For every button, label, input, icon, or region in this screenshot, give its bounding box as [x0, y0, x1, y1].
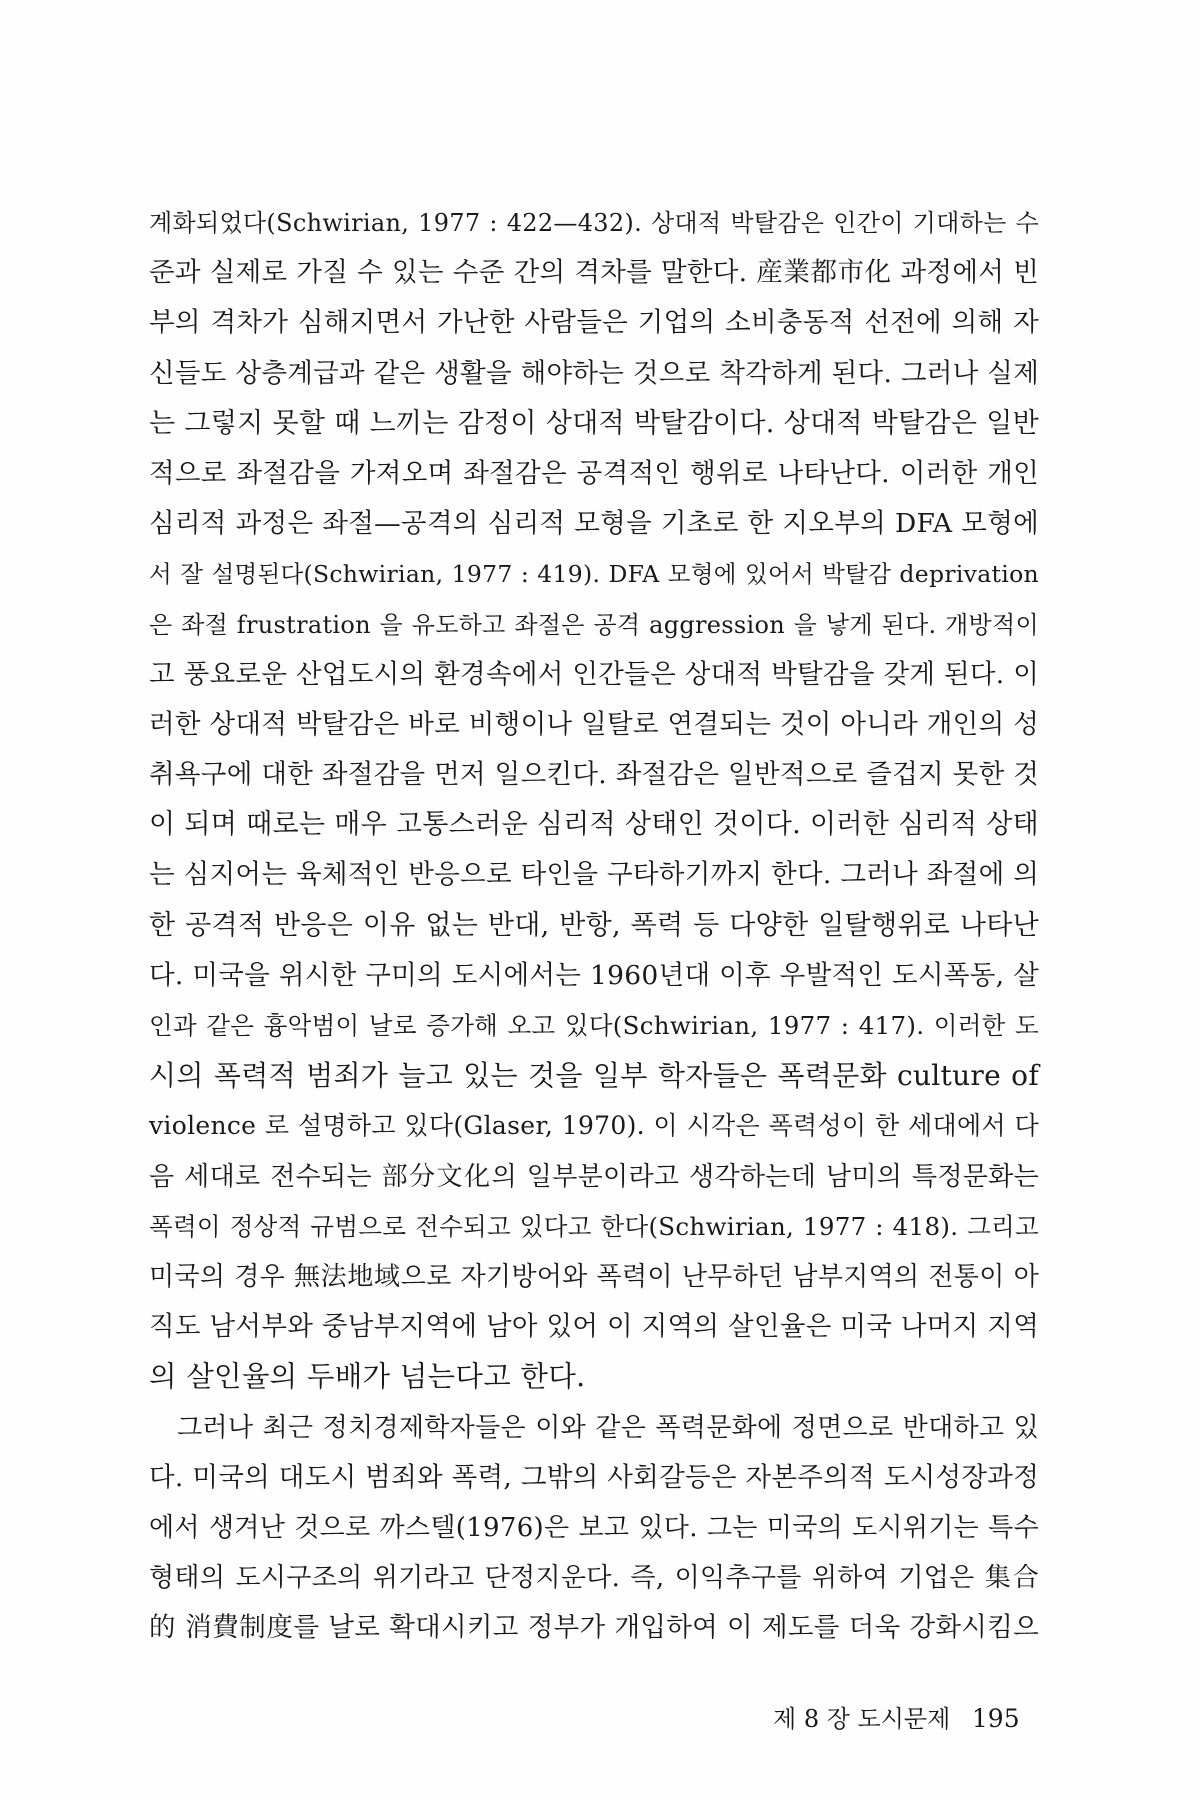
- text-line: 신들도 상층계급과 같은 생활을 해야하는 것으로 착각하게 된다. 그러나 실제: [149, 357, 1040, 389]
- paragraph-end-line: 의 살인율의 두배가 넘는다고 한다.: [149, 1360, 586, 1394]
- text-line: 이 되며 때로는 매우 고통스러운 심리적 상태인 것이다. 이러한 심리적 상태: [149, 809, 1039, 841]
- text-line: 的 消費制度를 날로 확대시키고 정부가 개입하여 이 제도를 더욱 강화시킴으: [149, 1612, 1039, 1644]
- paragraph-start-line: 그러나 최근 정치경제학자들은 이와 같은 폭력문화에 정면으로 반대하고 있: [177, 1412, 1039, 1443]
- text-line: 러한 상대적 박탈감은 바로 비행이나 일탈로 연결되는 것이 아니라 개인의 성: [149, 708, 1040, 740]
- text-line: 심리적 과정은 좌절—공격의 심리적 모형을 기초로 한 지오부의 DFA 모형에: [149, 508, 1039, 540]
- text-line: 다. 미국의 대도시 범죄와 폭력, 그밖의 사회갈등은 자본주의적 도시성장과정: [149, 1461, 1040, 1493]
- page-number: 195: [971, 1704, 1020, 1733]
- text-line: 폭력이 정상적 규범으로 전수되고 있다고 한다(Schwirian, 1977 : 418). 그리고: [149, 1211, 1039, 1241]
- text-line: 음 세대로 전수되는 部分文化의 일부분이라고 생각하는데 남미의 특정문화는: [149, 1161, 1039, 1192]
- text-line: 는 심지어는 육체적인 반응으로 타인을 구타하기까지 한다. 그러나 좌절에 의: [149, 859, 1040, 891]
- text-line: 인과 같은 흉악범이 날로 증가해 오고 있다(Schwirian, 1977 : 417). 이러한 도: [149, 1011, 1039, 1040]
- text-line: 서 잘 설명된다(Schwirian, 1977 : 419). DFA 모형에 있어서 박탈감 deprivation: [149, 560, 1039, 589]
- text-line: 시의 폭력적 범죄가 늘고 있는 것을 일부 학자들은 폭력문화 culture of: [149, 1059, 1039, 1093]
- text-line: 계화되었다(Schwirian, 1977 : 422—432). 상대적 박탈감은 인간이 기대하는 수: [149, 209, 1039, 237]
- text-line: 한 공격적 반응은 이유 없는 반대, 반항, 폭력 등 다양한 일탈행위로 나타난: [149, 909, 1039, 941]
- chapter-title: 제 8 장 도시문제: [773, 1705, 951, 1733]
- text-line: 는 그렇지 못할 때 느끼는 감정이 상대적 박탈감이다. 상대적 박탈감은 일반: [149, 407, 1039, 439]
- text-line: 다. 미국을 위시한 구미의 도시에서는 1960년대 이후 우발적인 도시폭동, 살: [149, 959, 1039, 991]
- text-line: 부의 격차가 심해지면서 가난한 사람들은 기업의 소비충동적 선전에 의해 자: [149, 307, 1039, 339]
- text-line: 적으로 좌절감을 가져오며 좌절감은 공격적인 행위로 나타난다. 이러한 개인: [149, 457, 1039, 489]
- text-line: 미국의 경우 無法地域으로 자기방어와 폭력이 난무하던 남부지역의 전통이 아: [149, 1261, 1039, 1292]
- page-footer: [773, 1699, 1020, 1734]
- text-line: 형태의 도시구조의 위기라고 단정지운다. 즉, 이익추구를 위하여 기업은 集合: [149, 1563, 1039, 1594]
- body-text: [149, 198, 1039, 1653]
- text-line: 준과 실제로 가질 수 있는 수준 간의 격차를 말한다. 産業都市化 과정에서 빈: [149, 257, 1039, 289]
- text-line: 고 풍요로운 산업도시의 환경속에서 인간들은 상대적 박탈감을 갖게 된다. 이: [149, 658, 1040, 690]
- text-line: 취욕구에 대한 좌절감을 먼저 일으킨다. 좌절감은 일반적으로 즐겁지 못한 것: [149, 759, 1040, 791]
- text-line: violence 로 설명하고 있다(Glaser, 1970). 이 시각은 폭력성이 한 세대에서 다: [149, 1111, 1039, 1141]
- text-line: 직도 남서부와 중남부지역에 남아 있어 이 지역의 살인율은 미국 나머지 지역: [149, 1311, 1040, 1343]
- text-line: 은 좌절 frustration 을 유도하고 좌절은 공격 aggression 을 낳게 된다. 개방적이: [149, 610, 1039, 639]
- text-line: 에서 생겨난 것으로 까스텔(1976)은 보고 있다. 그는 미국의 도시위기는 특수: [149, 1512, 1039, 1543]
